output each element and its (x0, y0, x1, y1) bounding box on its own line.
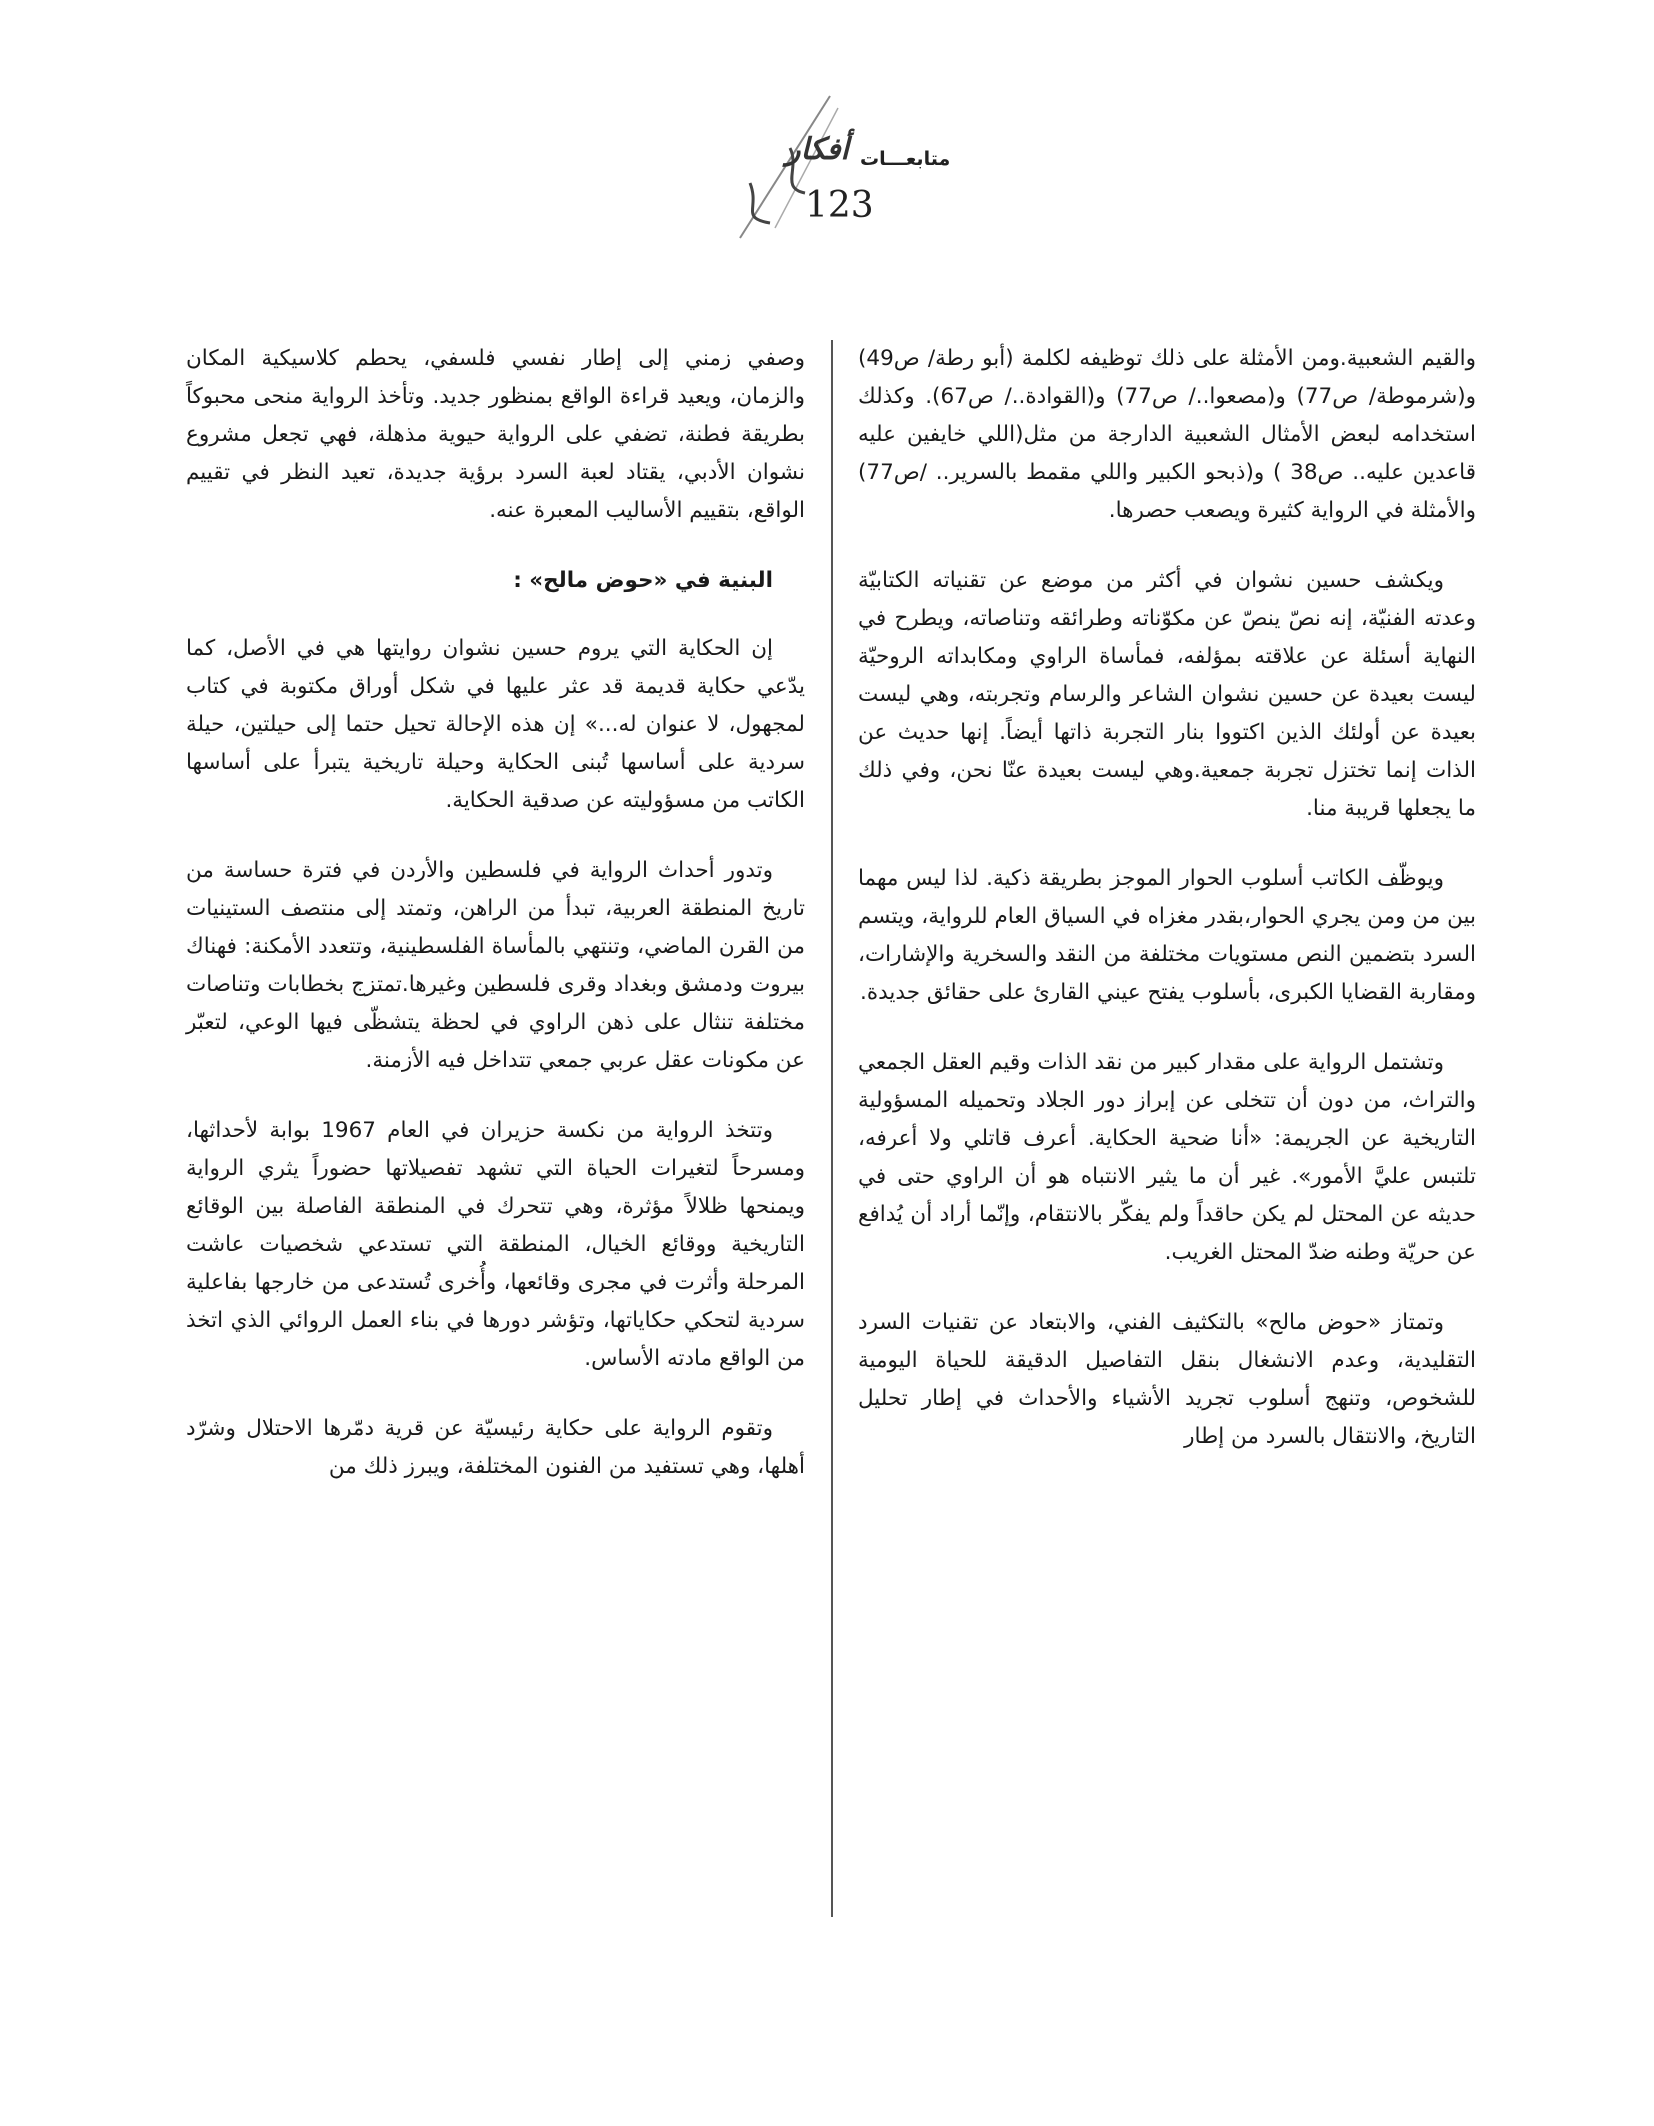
paragraph: ويكشف حسين نشوان في أكثر من موضع عن تقنياته الكتابيّة وعدته الفنيّة، إنه نصّ ينصّ عن مكوّناته وطرائقه وتناصاته، ويطرح في النهاية أسئلة عن علاقته بمؤلفه، فمأساة الراوي ومكابداته الروحيّة ليست بعيدة عن حسين نشوان الشاعر والرسام وتجربته، وهي ليست بعيدة عن أولئك الذين اكتووا بنار التجربة ذاتها أيضاً. إنها حديث عن الذات إنما تختزل تجربة جمعية.وهي ليست بعيدة عنّا نحن، وفي ذلك ما يجعلها قريبة منا. (858, 568, 1476, 821)
right-column (858, 340, 1476, 1488)
paragraph: وتشتمل الرواية على مقدار كبير من نقد الذات وقيم العقل الجمعي والتراث، من دون أن تتخلى عن إبراز دور الجلاد وتحميله المسؤولية التاريخية عن الجريمة: «أنا ضحية الحكاية. أعرف قاتلي ولا أعرفه، تلتبس عليَّ الأمور». غير أن ما يثير الانتباه هو أن الراوي حتى في حديثه عن المحتل لم يكن حاقداً ولم يفكّر بالانتقام، وإنّما أراد أن يُدافع عن حريّة وطنه ضدّ المحتل الغريب. (858, 1050, 1476, 1265)
paragraph: إن الحكاية التي يروم حسين نشوان روايتها هي في الأصل، كما يدّعي حكاية قديمة قد عثر عليها في شكل أوراق مكتوبة في كتاب لمجهول، لا عنوان له...» إن هذه الإحالة تحيل حتما إلى حيلتين، حيلة سردية على أساسها تُبنى الحكاية وحيلة تاريخية يتبرأ على أساسها الكاتب من مسؤوليته عن صدقية الحكاية. (186, 636, 805, 813)
magazine-name: أفكار (786, 132, 849, 167)
page-number: 123 (805, 185, 874, 226)
paragraph: وتمتاز «حوض مالح» بالتكثيف الفني، والابتعاد عن تقنيات السرد التقليدية، وعدم الانشغال بنقل التفاصيل الدقيقة للحياة اليومية للشخوص، وتنهج أسلوب تجريد الأشياء والأحداث في إطار تحليل التاريخ، والانتقال بالسرد من إطار (858, 1310, 1476, 1449)
paragraph: وتتخذ الرواية من نكسة حزيران في العام 1967 بوابة لأحداثها، ومسرحاً لتغيرات الحياة التي تشهد تفصيلاتها حضوراً يثري الرواية ويمنحها ظلالاً مؤثرة، وهي تتحرك في المنطقة الفاصلة بين الوقائع التاريخية ووقائع الخيال، المنطقة التي تستدعي شخصيات عاشت المرحلة وأثرت في مجرى وقائعها، وأُخرى تُستدعى من خارجها بفاعلية سردية لتحكي حكاياتها، وتؤشر دورها في بناء العمل الروائي الذي اتخذ من الواقع مادته الأساس. (186, 1118, 805, 1371)
paragraph: وصفي زمني إلى إطار نفسي فلسفي، يحطم كلاسيكية المكان والزمان، ويعيد قراءة الواقع بمنظور جديد. وتأخذ الرواية منحى محبوكاً بطريقة فطنة، تضفي على الرواية حيوية مذهلة، فهي تجعل مشروع نشوان الأدبي، يقتاد لعبة السرد برؤية جديدة، تعيد النظر في تقييم الواقع، بتقييم الأساليب المعبرة عنه. (186, 346, 805, 523)
section-subheading: البنية في «حوض مالح» : (513, 568, 773, 593)
column-divider (831, 340, 833, 1917)
section-label: متابعـــات (860, 148, 951, 170)
paragraph: ويوظّف الكاتب أسلوب الحوار الموجز بطريقة ذكية. لذا ليس مهما بين من ومن يجري الحوار،بقدر مغزاه في السياق العام للرواية، ويتسم السرد بتضمين النص مستويات مختلفة من النقد والسخرية والإشارات، ومقاربة القضايا الكبرى، بأسلوب يفتح عيني القارئ على حقائق جديدة. (858, 866, 1476, 1005)
paragraph: وتقوم الرواية على حكاية رئيسيّة عن قرية دمّرها الاحتلال وشرّد أهلها، وهي تستفيد من الفنون المختلفة، ويبرز ذلك من (186, 1416, 805, 1479)
paragraph: والقيم الشعبية.ومن الأمثلة على ذلك توظيفه لكلمة (أبو رطة/ ص49) و(شرموطة/ ص77) و(مصعوا../ ص77) و(القوادة../ ص67). وكذلك استخدامه لبعض الأمثال الشعبية الدارجة من مثل(اللي خايفين عليه قاعدين عليه.. ص38 ) و(ذبحو الكبير واللي مقمط بالسرير.. /ص77) والأمثلة في الرواية كثيرة ويصعب حصرها. (858, 346, 1476, 523)
page-header (0, 0, 1654, 240)
paragraph: وتدور أحداث الرواية في فلسطين والأردن في فترة حساسة من تاريخ المنطقة العربية، تبدأ من الراهن، وتمتد إلى منتصف الستينيات من القرن الماضي، وتنتهي بالمأساة الفلسطينية، وتتعدد الأمكنة: فهناك بيروت ودمشق وبغداد وقرى فلسطين وغيرها.تمتزج بخطابات وتناصات مختلفة تنثال على ذهن الراوي في لحظة يتشظّى فيها الوعي، لتعبّر عن مكونات عقل عربي جمعي تتداخل فيه الأزمنة. (186, 858, 805, 1073)
left-column (186, 340, 805, 1518)
